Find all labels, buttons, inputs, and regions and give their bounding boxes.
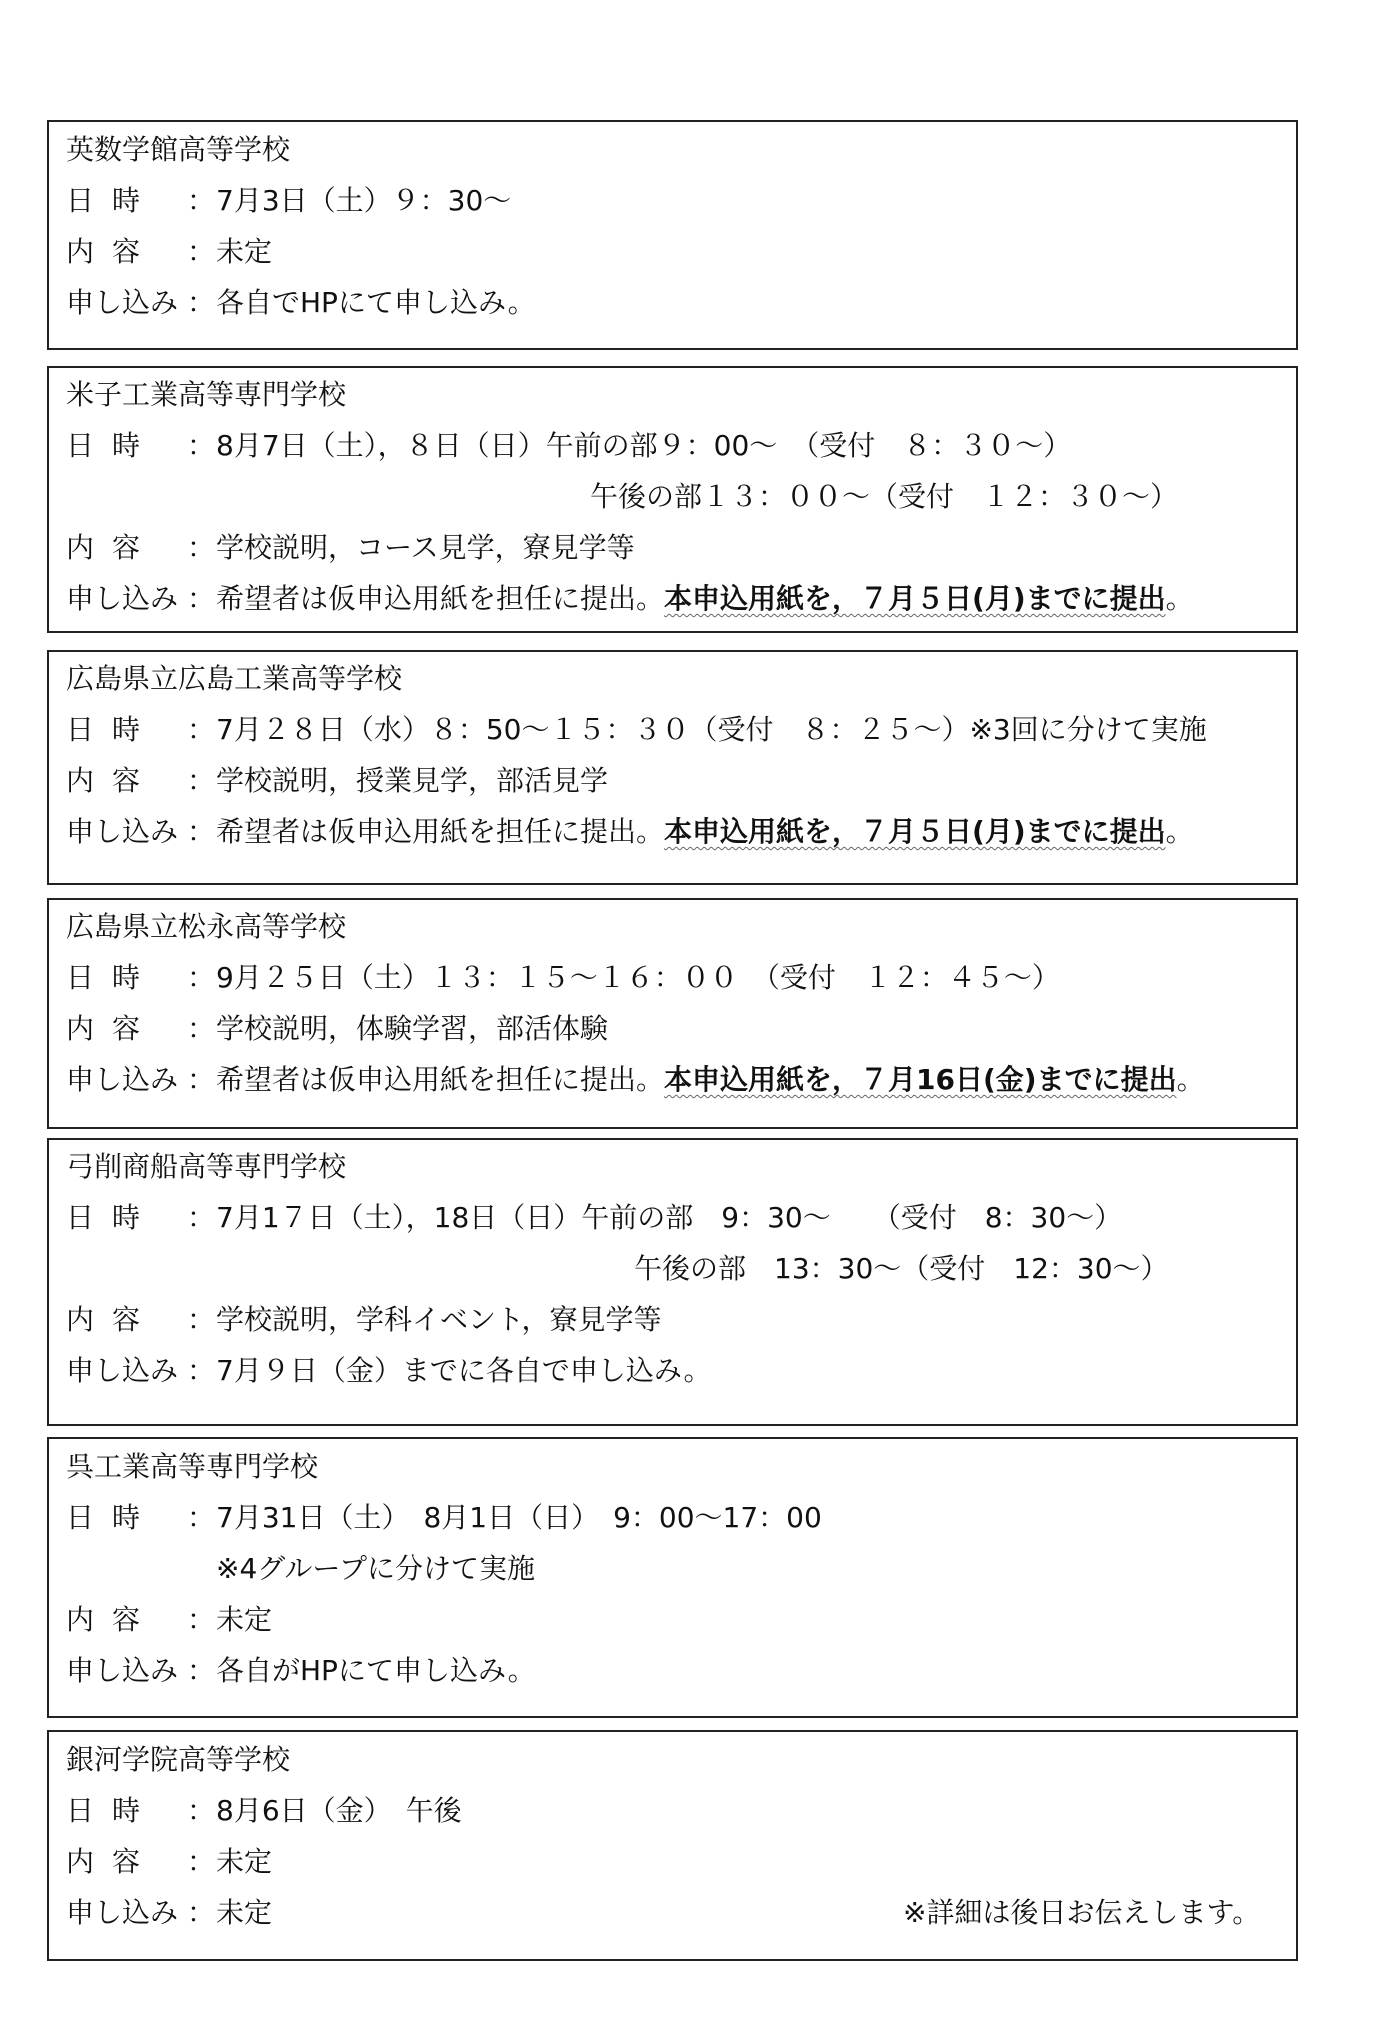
apply-value: 各自でHPにて申し込み。: [216, 286, 536, 319]
colon: ：: [187, 1303, 216, 1336]
school-box-3: [47, 650, 1298, 885]
apply-deadline: 本申込用紙を，７月５日(月)までに提出: [664, 582, 1166, 615]
apply-deadline: 本申込用紙を，７月５日(月)までに提出: [664, 815, 1166, 848]
datetime-label-b: 時: [112, 961, 141, 994]
school-name: 呉工業高等専門学校: [66, 1450, 319, 1483]
apply-label: 申し込み: [66, 1896, 179, 1929]
apply-value: [216, 1062, 1205, 1098]
content-label-a: 内: [66, 1603, 95, 1636]
datetime-label-b: 時: [112, 184, 141, 217]
colon: ：: [187, 1354, 216, 1387]
content-value: 学校説明，学科イベント，寮見学等: [216, 1303, 662, 1336]
apply-label: 申し込み: [66, 1354, 179, 1387]
school-box-4: [47, 898, 1298, 1129]
apply-label: 申し込み: [66, 1654, 179, 1687]
content-value: 未定: [216, 1603, 273, 1636]
content-label-b: 容: [112, 235, 141, 268]
colon: ：: [187, 531, 216, 564]
school-name: 英数学館高等学校: [66, 133, 291, 166]
note-text: ※詳細は後日お伝えします。: [903, 1896, 1261, 1929]
content-value: 未定: [216, 235, 273, 268]
datetime-value: 7月31日（土） 8月1日（日） 9：00～17：00: [216, 1501, 822, 1534]
content-label-a: 内: [66, 1303, 95, 1336]
apply-text: 希望者は仮申込用紙を担任に提出。: [216, 815, 665, 848]
datetime-label-b: 時: [112, 1501, 141, 1534]
colon: ：: [187, 764, 216, 797]
apply-deadline: 本申込用紙を，７月16日(金)までに提出: [664, 1063, 1177, 1096]
colon: ：: [187, 713, 216, 746]
content-label-b: 容: [112, 764, 141, 797]
datetime-value: 8月7日（土），８日（日）午前の部９：00～ （受付 ８：３０～）: [216, 429, 1072, 462]
apply-text: 希望者は仮申込用紙を担任に提出。: [216, 582, 665, 615]
datetime-value-2: 午後の部 13：30～（受付 12：30～）: [634, 1252, 1169, 1285]
content-label-b: 容: [112, 1303, 141, 1336]
apply-value: [216, 814, 1194, 850]
datetime-label-b: 時: [112, 1794, 141, 1827]
datetime-label-a: 日: [66, 429, 95, 462]
apply-value: 7月９日（金）までに各自で申し込み。: [216, 1354, 712, 1387]
content-label-b: 容: [112, 1603, 141, 1636]
colon: ：: [187, 1654, 216, 1687]
content-value: 未定: [216, 1845, 273, 1878]
colon: ：: [187, 582, 216, 615]
colon: ：: [187, 1501, 216, 1534]
datetime-label-a: 日: [66, 184, 95, 217]
apply-label: 申し込み: [66, 1063, 179, 1096]
apply-label: 申し込み: [66, 582, 179, 615]
colon: ：: [187, 1012, 216, 1045]
school-box-2: [47, 366, 1298, 633]
colon: ：: [187, 429, 216, 462]
content-value: 学校説明，コース見学，寮見学等: [216, 531, 635, 564]
colon: ：: [187, 235, 216, 268]
content-label-a: 内: [66, 235, 95, 268]
colon: ：: [187, 1896, 216, 1929]
datetime-label-a: 日: [66, 961, 95, 994]
colon: ：: [187, 815, 216, 848]
colon: ：: [187, 1063, 216, 1096]
school-name: 米子工業高等専門学校: [66, 378, 347, 411]
colon: ：: [187, 286, 216, 319]
datetime-label-a: 日: [66, 713, 95, 746]
datetime-value: 7月3日（土）９：30～: [216, 184, 512, 217]
school-box-7: [47, 1730, 1298, 1961]
apply-end: 。: [1165, 815, 1194, 848]
colon: ：: [187, 184, 216, 217]
content-label-a: 内: [66, 531, 95, 564]
apply-value: 各自がHPにて申し込み。: [216, 1654, 536, 1687]
apply-label: 申し込み: [66, 286, 179, 319]
apply-end: 。: [1165, 582, 1194, 615]
school-name: 弓削商船高等専門学校: [66, 1150, 347, 1183]
datetime-value: 9月２５日（土）１３：１５～１６：００ （受付 １２：４５～）: [216, 961, 1060, 994]
content-label-a: 内: [66, 1845, 95, 1878]
datetime-label-b: 時: [112, 429, 141, 462]
content-label-b: 容: [112, 1012, 141, 1045]
apply-text: 希望者は仮申込用紙を担任に提出。: [216, 1063, 665, 1096]
datetime-value-2: ※4グループに分けて実施: [216, 1552, 536, 1585]
content-label-b: 容: [112, 1845, 141, 1878]
school-name: 銀河学院高等学校: [66, 1743, 291, 1776]
apply-end: 。: [1176, 1063, 1205, 1096]
datetime-value: 7月1７日（土），18日（日）午前の部 9：30～ （受付 8：30～）: [216, 1201, 1123, 1234]
school-name: 広島県立松永高等学校: [66, 910, 347, 943]
school-box-5: [47, 1138, 1298, 1426]
datetime-value: 7月２８日（水）８：50～１５：３０（受付 ８：２５～）※3回に分けて実施: [216, 713, 1207, 746]
school-name: 広島県立広島工業高等学校: [66, 662, 403, 695]
datetime-value: 8月6日（金） 午後: [216, 1794, 462, 1827]
apply-value: [216, 581, 1194, 617]
apply-label: 申し込み: [66, 815, 179, 848]
school-box-6: [47, 1437, 1298, 1718]
datetime-label-b: 時: [112, 713, 141, 746]
datetime-label-a: 日: [66, 1794, 95, 1827]
datetime-value-2: 午後の部１３：００～（受付 １２：３０～）: [590, 480, 1179, 513]
datetime-label-b: 時: [112, 1201, 141, 1234]
colon: ：: [187, 1845, 216, 1878]
school-box-1: [47, 120, 1298, 350]
colon: ：: [187, 961, 216, 994]
apply-value: 未定: [216, 1896, 273, 1929]
content-value: 学校説明，体験学習，部活体験: [216, 1012, 609, 1045]
content-label-a: 内: [66, 764, 95, 797]
datetime-label-a: 日: [66, 1201, 95, 1234]
content-label-a: 内: [66, 1012, 95, 1045]
colon: ：: [187, 1201, 216, 1234]
content-value: 学校説明，授業見学，部活見学: [216, 764, 609, 797]
datetime-label-a: 日: [66, 1501, 95, 1534]
content-label-b: 容: [112, 531, 141, 564]
colon: ：: [187, 1794, 216, 1827]
colon: ：: [187, 1603, 216, 1636]
